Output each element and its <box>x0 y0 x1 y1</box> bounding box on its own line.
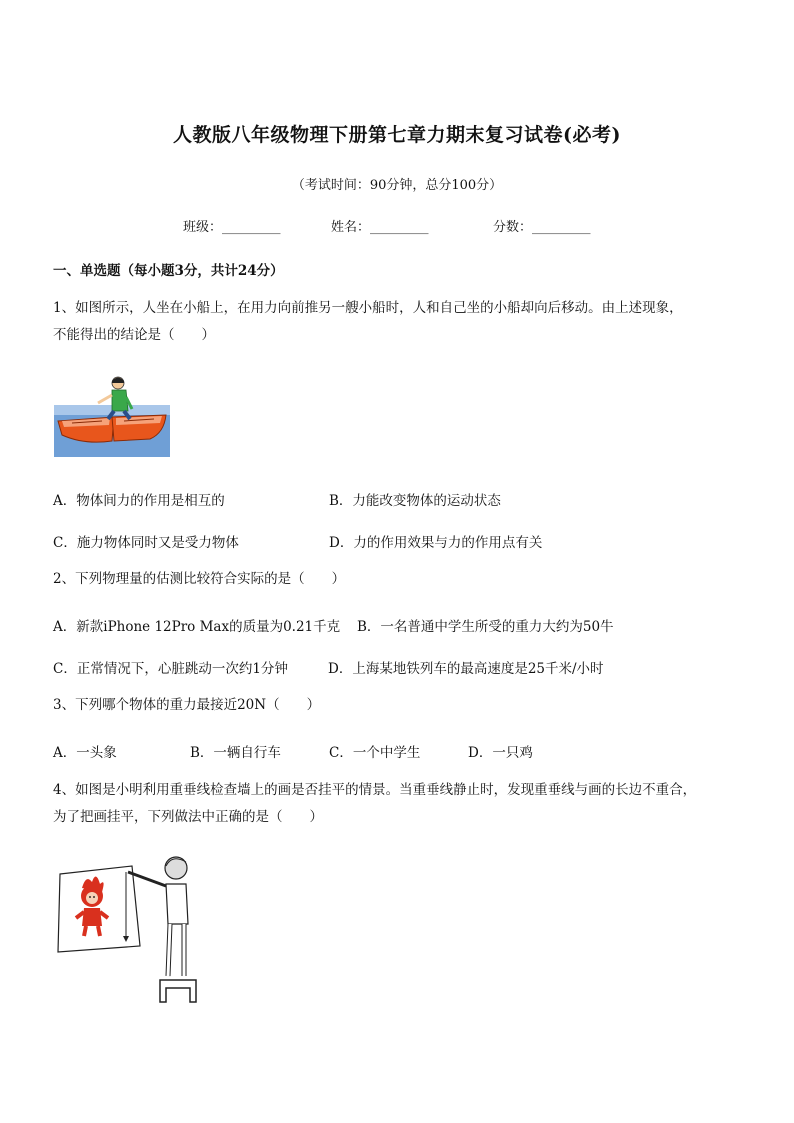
question-1-line-1: 1、如图所示，人坐在小船上，在用力向前推另一艘小船时，人和自己坐的小船却向后移动。由上述现象， <box>53 300 683 316</box>
plumb-line-illustration <box>52 852 202 1007</box>
boat-illustration <box>54 375 170 457</box>
q2-option-d[interactable]: D．上海某地铁列车的最高速度是25千米/小时 <box>328 661 604 677</box>
q1-option-b[interactable]: B．力能改变物体的运动状态 <box>329 493 501 509</box>
q2-option-a[interactable]: A．新款iPhone 12Pro Max的质量为0.21千克 <box>53 619 341 635</box>
q3-option-d[interactable]: D．一只鸡 <box>468 745 533 761</box>
q3-option-a[interactable]: A．一头象 <box>53 745 117 761</box>
class-field: 班级：_________ <box>183 220 281 235</box>
q2-option-c[interactable]: C．正常情况下，心脏跳动一次约1分钟 <box>53 661 288 677</box>
question-1-line-2: 不能得出的结论是（ ） <box>53 327 215 343</box>
q1-option-d[interactable]: D．力的作用效果与力的作用点有关 <box>329 535 543 551</box>
question-4-line-2: 为了把画挂平，下列做法中正确的是（ ） <box>53 809 323 825</box>
question-4 <box>53 777 753 831</box>
question-2: 2、下列物理量的估测比较符合实际的是（ ） <box>53 571 346 587</box>
q3-option-c[interactable]: C．一个中学生 <box>329 745 421 761</box>
question-1 <box>53 295 753 349</box>
q3-option-b[interactable]: B．一辆自行车 <box>190 745 281 761</box>
section-title: 一、单选题（每小题3分，共计24分） <box>53 263 284 279</box>
page-title: 人教版八年级物理下册第七章力期末复习试卷(必考) <box>173 124 621 146</box>
exam-subtitle: （考试时间：90分钟，总分100分） <box>291 178 503 193</box>
q2-option-b[interactable]: B．一名普通中学生所受的重力大约为50牛 <box>357 619 614 635</box>
q1-option-c[interactable]: C．施力物体同时又是受力物体 <box>53 535 239 551</box>
name-field: 姓名：_________ <box>331 220 429 235</box>
q1-option-a[interactable]: A．物体间力的作用是相互的 <box>53 493 225 509</box>
question-3: 3、下列哪个物体的重力最接近20N（ ） <box>53 697 321 713</box>
score-field: 分数：_________ <box>493 220 591 235</box>
question-4-line-1: 4、如图是小明利用重垂线检查墙上的画是否挂平的情景。当重垂线静止时，发现重垂线与画的长边不重合， <box>53 782 697 798</box>
